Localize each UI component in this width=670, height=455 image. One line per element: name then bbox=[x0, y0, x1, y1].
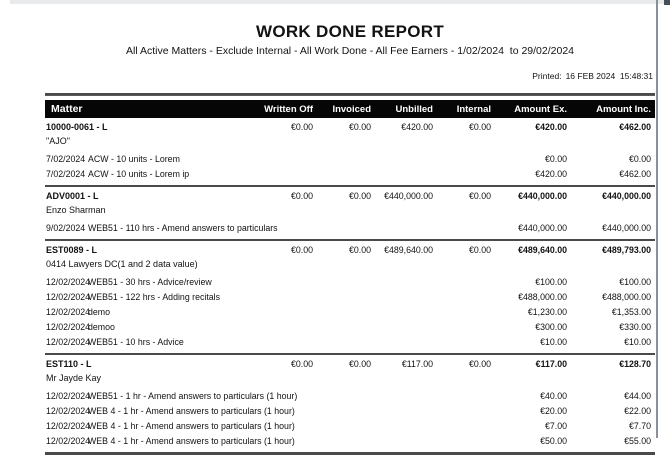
entry-amount-inc: €10.00 bbox=[624, 337, 651, 347]
entry-amount-ex: €420.00 bbox=[535, 169, 567, 179]
amount-inc-total: €489,793.00 bbox=[602, 245, 651, 255]
entry-amount-ex: €1,230.00 bbox=[527, 307, 567, 317]
matter-group bbox=[45, 185, 655, 239]
column-header-internal: Internal bbox=[456, 103, 491, 115]
work-entry-row bbox=[45, 335, 655, 350]
matter-summary-row bbox=[45, 189, 655, 204]
client-name: "AJO" bbox=[46, 136, 70, 146]
column-header-amount-ex: Amount Ex. bbox=[514, 103, 567, 115]
entry-amount-inc: €55.00 bbox=[624, 436, 651, 446]
matter-summary-row bbox=[45, 243, 655, 258]
written-off-total: €0.00 bbox=[290, 122, 313, 132]
matter-code: EST0089 - L bbox=[46, 245, 98, 255]
entry-date: 12/02/2024 bbox=[46, 307, 91, 317]
entry-date: 12/02/2024 bbox=[46, 322, 91, 332]
work-entry-row bbox=[45, 152, 655, 167]
entry-list bbox=[45, 271, 655, 350]
work-entry-row bbox=[45, 305, 655, 320]
entry-description: demoo bbox=[88, 322, 115, 332]
entry-amount-ex: €0.00 bbox=[544, 154, 567, 164]
matter-group bbox=[45, 118, 655, 185]
matter-code: 10000-0061 - L bbox=[46, 122, 108, 132]
unbilled-total: €420.00 bbox=[401, 122, 433, 132]
entry-amount-ex: €440,000.00 bbox=[518, 223, 567, 233]
entry-description: WEB51 - 30 hrs - Advice/review bbox=[88, 277, 212, 287]
amount-inc-total: €440,000.00 bbox=[602, 191, 651, 201]
entry-date: 12/02/2024 bbox=[46, 391, 91, 401]
invoiced-total: €0.00 bbox=[348, 191, 371, 201]
entry-amount-ex: €488,000.00 bbox=[518, 292, 567, 302]
entry-date: 7/02/2024 bbox=[46, 169, 86, 179]
entry-description: WEB51 - 110 hrs - Amend answers to particulars bbox=[88, 223, 278, 233]
entry-amount-inc: €330.00 bbox=[619, 322, 651, 332]
entry-description: ACW - 10 units - Lorem bbox=[88, 154, 180, 164]
entry-description: WEB51 - 10 hrs - Advice bbox=[88, 337, 184, 347]
viewport-top-corner bbox=[664, 0, 670, 5]
entry-date: 12/02/2024 bbox=[46, 421, 91, 431]
entry-date: 12/02/2024 bbox=[46, 406, 91, 416]
table-body bbox=[45, 118, 655, 452]
column-header-unbilled: Unbilled bbox=[395, 103, 433, 115]
entry-amount-ex: €300.00 bbox=[535, 322, 567, 332]
entry-amount-ex: €40.00 bbox=[540, 391, 567, 401]
entry-list bbox=[45, 217, 655, 236]
work-entry-row bbox=[45, 419, 655, 434]
client-name: Mr Jayde Kay bbox=[46, 373, 102, 383]
unbilled-total: €117.00 bbox=[401, 359, 433, 369]
entry-description: WEB51 - 1 hr - Amend answers to particulars (1 hour) bbox=[88, 391, 298, 401]
written-off-total: €0.00 bbox=[290, 359, 313, 369]
work-entry-row bbox=[45, 389, 655, 404]
entry-amount-inc: €1,353.00 bbox=[611, 307, 651, 317]
entry-amount-inc: €7.70 bbox=[628, 421, 651, 431]
amount-ex-total: €117.00 bbox=[535, 359, 567, 369]
entry-description: ACW - 10 units - Lorem ip bbox=[88, 169, 190, 179]
matter-summary-row bbox=[45, 357, 655, 372]
matter-code: EST110 - L bbox=[46, 359, 92, 369]
work-entry-row bbox=[45, 221, 655, 236]
column-header-amount-inc: Amount Inc. bbox=[596, 103, 651, 115]
entry-description: WEB 4 - 1 hr - Amend answers to particulars (1 hour) bbox=[88, 421, 295, 431]
matter-group bbox=[45, 353, 655, 452]
page-right-edge bbox=[656, 0, 658, 438]
invoiced-total: €0.00 bbox=[348, 122, 371, 132]
column-header-matter: Matter bbox=[51, 103, 83, 115]
printed-line bbox=[45, 61, 655, 91]
written-off-total: €0.00 bbox=[290, 191, 313, 201]
client-name: 0414 Lawyers DC(1 and 2 data value) bbox=[46, 259, 198, 269]
entry-date: 12/02/2024 bbox=[46, 292, 91, 302]
printed-value: 16 FEB 2024 15:48:31 bbox=[565, 71, 653, 81]
matter-summary-row bbox=[45, 120, 655, 135]
amount-ex-total: €440,000.00 bbox=[518, 191, 567, 201]
work-done-report bbox=[45, 0, 655, 455]
unbilled-total: €489,640.00 bbox=[384, 245, 433, 255]
entry-amount-inc: €22.00 bbox=[624, 406, 651, 416]
entry-amount-ex: €7.00 bbox=[544, 421, 567, 431]
matter-group bbox=[45, 239, 655, 353]
written-off-total: €0.00 bbox=[290, 245, 313, 255]
matter-code: ADV0001 - L bbox=[46, 191, 99, 201]
work-entry-row bbox=[45, 320, 655, 335]
entry-list bbox=[45, 148, 655, 182]
entry-amount-inc: €100.00 bbox=[619, 277, 651, 287]
entry-date: 12/02/2024 bbox=[46, 337, 91, 347]
entry-amount-inc: €0.00 bbox=[628, 154, 651, 164]
work-entry-row bbox=[45, 275, 655, 290]
printed-label: Printed: bbox=[532, 71, 562, 81]
invoiced-total: €0.00 bbox=[348, 245, 371, 255]
internal-total: €0.00 bbox=[468, 245, 491, 255]
entry-description: demo bbox=[88, 307, 111, 317]
entry-date: 12/02/2024 bbox=[46, 436, 91, 446]
client-name: Enzo Sharman bbox=[46, 205, 106, 215]
internal-total: €0.00 bbox=[468, 191, 491, 201]
entry-description: WEB51 - 122 hrs - Adding recitals bbox=[88, 292, 221, 302]
work-entry-row bbox=[45, 404, 655, 419]
header-rule bbox=[45, 93, 655, 96]
unbilled-total: €440,000.00 bbox=[384, 191, 433, 201]
internal-total: €0.00 bbox=[468, 359, 491, 369]
entry-date: 12/02/2024 bbox=[46, 277, 91, 287]
invoiced-total: €0.00 bbox=[348, 359, 371, 369]
entry-amount-inc: €462.00 bbox=[619, 169, 651, 179]
work-entry-row bbox=[45, 167, 655, 182]
work-entry-row bbox=[45, 290, 655, 305]
entry-amount-ex: €100.00 bbox=[535, 277, 567, 287]
entry-amount-inc: €440,000.00 bbox=[602, 223, 651, 233]
entry-amount-ex: €10.00 bbox=[540, 337, 567, 347]
entry-amount-ex: €50.00 bbox=[540, 436, 567, 446]
amount-ex-total: €420.00 bbox=[535, 122, 567, 132]
column-header-written-off: Written Off bbox=[264, 103, 313, 115]
entry-amount-inc: €44.00 bbox=[624, 391, 651, 401]
report-title: WORK DONE REPORT bbox=[255, 22, 445, 41]
entry-amount-ex: €20.00 bbox=[540, 406, 567, 416]
amount-inc-total: €128.70 bbox=[619, 359, 651, 369]
entry-description: WEB 4 - 1 hr - Amend answers to particulars (1 hour) bbox=[88, 406, 295, 416]
table-header-row bbox=[45, 100, 655, 118]
amount-inc-total: €462.00 bbox=[619, 122, 651, 132]
entry-date: 7/02/2024 bbox=[46, 154, 86, 164]
column-header-invoiced: Invoiced bbox=[332, 103, 371, 115]
work-entry-row bbox=[45, 434, 655, 449]
entry-description: WEB 4 - 1 hr - Amend answers to particulars (1 hour) bbox=[88, 436, 295, 446]
amount-ex-total: €489,640.00 bbox=[518, 245, 567, 255]
entry-date: 9/02/2024 bbox=[46, 223, 86, 233]
internal-total: €0.00 bbox=[468, 122, 491, 132]
report-subtitle: All Active Matters - Exclude Internal - All Work Done - All Fee Earners - 1/02/2024 to 29/02/2024 bbox=[125, 45, 575, 57]
entry-amount-inc: €488,000.00 bbox=[602, 292, 651, 302]
entry-list bbox=[45, 385, 655, 449]
